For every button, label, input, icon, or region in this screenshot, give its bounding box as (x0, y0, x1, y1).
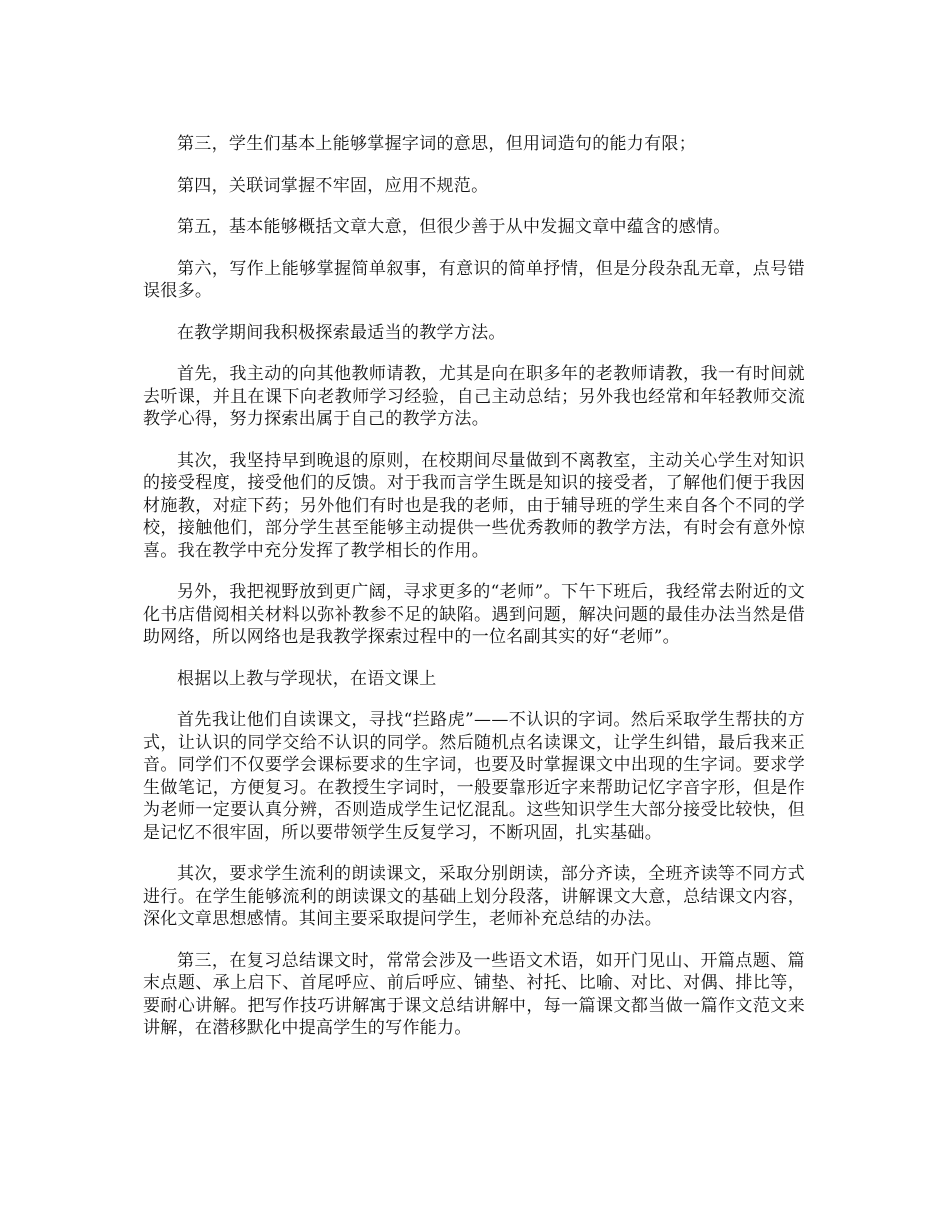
paragraph-second-early-late: 其次，我坚持早到晚退的原则，在校期间尽量做到不离教室，主动关心学生对知识的接受程度，接受他们的反馈。对于我而言学生既是知识的接受者，了解他们便于我因材施教，对症下药；另外他们有时也是我的老师，由于辅导班的学生来自各个不同的学校，接触他们，部分学生甚至能够主动提供一些优秀教师的教学方法，有时会有意外惊喜。我在教学中充分发挥了教学相长的作用。 (143, 450, 805, 561)
paragraph-fluent-reading: 其次，要求学生流利的朗读课文，采取分别朗读，部分齐读，全班齐读等不同方式进行。在学生能够流利的朗读课文的基础上划分段落，讲解课文大意，总结课文内容，深化文章思想感情。其间主要采取提问学生，老师补充总结的办法。 (143, 864, 805, 929)
paragraph-broader-vision: 另外，我把视野放到更广阔，寻求更多的“老师”。下午下班后，我经常去附近的文化书店借阅相关材料以弥补教参不足的缺陷。遇到问题，解决问题的最佳办法当然是借助网络，所以网络也是我教学探索过程中的一位名副其实的好“老师”。 (143, 582, 805, 647)
document-body (143, 133, 805, 1059)
paragraph-sixth-writing: 第六，写作上能够掌握简单叙事，有意识的简单抒情，但是分段杂乱无章，点号错误很多。 (143, 258, 805, 301)
paragraph-based-on-status: 根据以上教与学现状，在语文课上 (177, 668, 437, 689)
paragraph-fifth-summary: 第五，基本能够概括文章大意，但很少善于从中发掘文章中蕴含的感情。 (177, 217, 731, 237)
paragraph-teaching-methods: 在教学期间我积极探索最适当的教学方法。 (177, 322, 506, 343)
paragraph-first-consult-teachers: 首先，我主动的向其他教师请教，尤其是向在职多年的老教师请教，我一有时间就去听课，并且在课下向老教师学习经验，自己主动总结；另外我也经常和年轻教师交流教学心得，努力探索出属于自己的教学方法。 (143, 364, 805, 429)
paragraph-self-reading: 首先我让他们自读课文，寻找“拦路虎”——不认识的字词。然后采取学生帮扶的方式，让认识的同学交给不认识的同学。然后随机点名读课文，让学生纠错，最后我来正音。同学们不仅要学会课标要求的生字词，也要及时掌握课文中出现的生字词。要求学生做笔记，方便复习。在教授生字词时，一般要靠形近字来帮助记忆字音字形，但是作为老师一定要认真分辨，否则造成学生记忆混乱。这些知识学生大部分接受比较快，但是记忆不很牢固，所以要带领学生反复学习，不断巩固，扎实基础。 (143, 710, 805, 843)
paragraph-review-terms: 第三，在复习总结课文时，常常会涉及一些语文术语，如开门见山、开篇点题、篇末点题、承上启下、首尾呼应、前后呼应、铺垫、衬托、比喻、对比、对偶、排比等，要耐心讲解。把写作技巧讲解寓于课文总结讲解中，每一篇课文都当做一篇作文范文来讲解，在潜移默化中提高学生的写作能力。 (143, 950, 805, 1038)
paragraph-fourth-conjunctions: 第四，关联词掌握不牢固，应用不规范。 (177, 175, 489, 196)
paragraph-third-word-usage: 第三，学生们基本上能够掌握字词的意思，但用词造句的能力有限； (177, 134, 696, 154)
